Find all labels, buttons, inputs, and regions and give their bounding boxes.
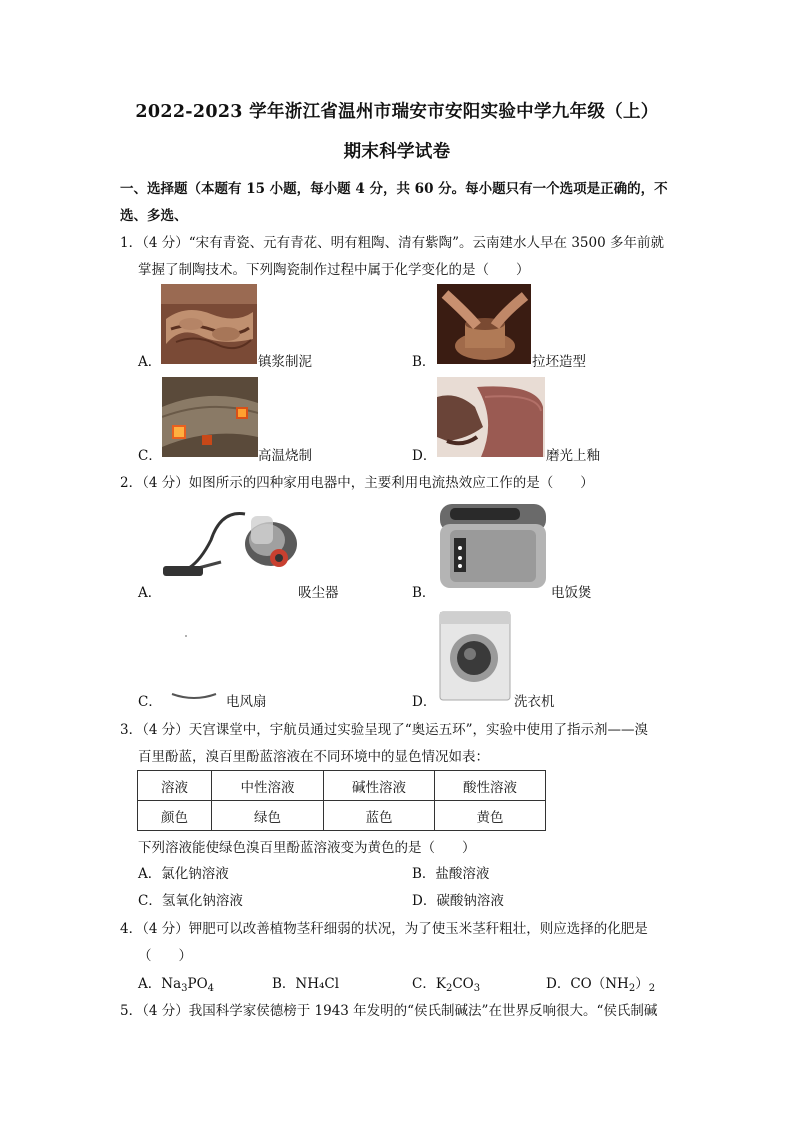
section-heading-cont: 选、多选、: [120, 208, 188, 224]
q1-stem-cont: 掌握了制陶技术。下列陶瓷制作过程中属于化学变化的是（ ）: [138, 262, 530, 278]
q2-option-b-letter: B．: [412, 585, 436, 601]
table-cell: 溶液: [138, 771, 212, 801]
q4-option-d: D．$CO(NH_2)_2$: [546, 976, 656, 994]
exam-title-line2: 期末科学试卷: [343, 142, 451, 162]
q4-option-a: A．$Na_3PO_4$: [138, 976, 215, 994]
q3-question: 下列溶液能使绿色溴百里酚蓝溶液变为黄色的是（ ）: [138, 840, 476, 856]
q5-stem: 5．（4 分）我国科学家侯德榜于 1943 年发明的“侯氏制碱法”在世界反响很大。“侯氏制碱: [120, 1003, 658, 1019]
q1-option-d-image: [437, 377, 545, 457]
q4-option-c: C．$K_2CO_3$: [412, 976, 481, 994]
table-cell: 绿色: [212, 801, 324, 831]
exam-title-line1: 2022-2023 学年浙江省温州市瑞安市安阳实验中学九年级（上）: [135, 102, 659, 122]
q2-option-c-text: 电风扇: [226, 694, 267, 710]
q1-option-c-image: [162, 377, 258, 457]
table-cell: 蓝色: [324, 801, 435, 831]
q1-option-a-letter: A．: [138, 354, 162, 370]
q3-option-b: B．盐酸溶液: [412, 866, 490, 882]
q2-option-d-image: [436, 610, 514, 704]
section-heading: 一、选择题（本题有 15 小题，每小题 4 分，共 60 分。每小题只有一个选项是正确的，不: [120, 181, 668, 197]
q1-stem: 1．（4 分）“宋有青瓷、元有青花、明有粗陶、清有紫陶”。云南建水人早在 3500 多年前就: [120, 235, 664, 251]
table-cell: 酸性溶液: [435, 771, 546, 801]
q1-option-a-image: [161, 284, 257, 364]
q3-option-c: C．氢氧化钠溶液: [138, 893, 243, 909]
table-cell: 黄色: [435, 801, 546, 831]
q2-option-b-text: 电饭煲: [551, 585, 592, 601]
q3-stem: 3．（4 分）天宫课堂中，宇航员通过实验呈现了“奥运五环”，实验中使用了指示剂——溴: [120, 722, 649, 738]
q2-option-a-letter: A．: [138, 585, 162, 601]
q1-option-b-image: [437, 284, 531, 364]
q2-option-a-image: [161, 500, 299, 586]
q3-stem-cont: 百里酚蓝，溴百里酚蓝溶液在不同环境中的显色情况如表：: [138, 749, 489, 765]
q4-option-b: B．NH₄Cl: [272, 976, 340, 992]
q1-option-d-text: 磨光上釉: [546, 448, 600, 464]
q2-option-d-letter: D．: [412, 694, 437, 710]
q1-option-b-text: 拉坯造型: [532, 354, 586, 370]
indicator-color-table: [137, 770, 546, 831]
q3-option-d: D．碳酸钠溶液: [412, 893, 504, 909]
q3-option-a: A．氯化钠溶液: [138, 866, 229, 882]
q4-stem: 4．（4 分）钾肥可以改善植物茎秆细弱的状况，为了使玉米茎秆粗壮，则应选择的化肥是: [120, 921, 648, 937]
table-cell: 中性溶液: [212, 771, 324, 801]
q2-option-a-text: 吸尘器: [298, 585, 339, 601]
q4-stem-cont: （ ）: [138, 948, 192, 964]
q2-option-d-text: 洗衣机: [514, 694, 555, 710]
q1-option-a-text: 镇浆制泥: [258, 354, 312, 370]
q1-option-c-letter: C．: [138, 448, 162, 464]
q2-option-c-letter: C．: [138, 694, 162, 710]
q2-option-b-image: [436, 500, 550, 596]
q1-option-b-letter: B．: [412, 354, 436, 370]
table-cell: 碱性溶液: [324, 771, 435, 801]
table-cell: 颜色: [138, 801, 212, 831]
q1-option-c-text: 高温烧制: [258, 448, 312, 464]
q2-option-c-image: [168, 630, 222, 702]
q1-option-d-letter: D．: [412, 448, 437, 464]
q2-stem: 2．（4 分）如图所示的四种家用电器中，主要利用电流热效应工作的是（ ）: [120, 475, 594, 491]
table-row: [138, 801, 546, 831]
table-row: [138, 771, 546, 801]
